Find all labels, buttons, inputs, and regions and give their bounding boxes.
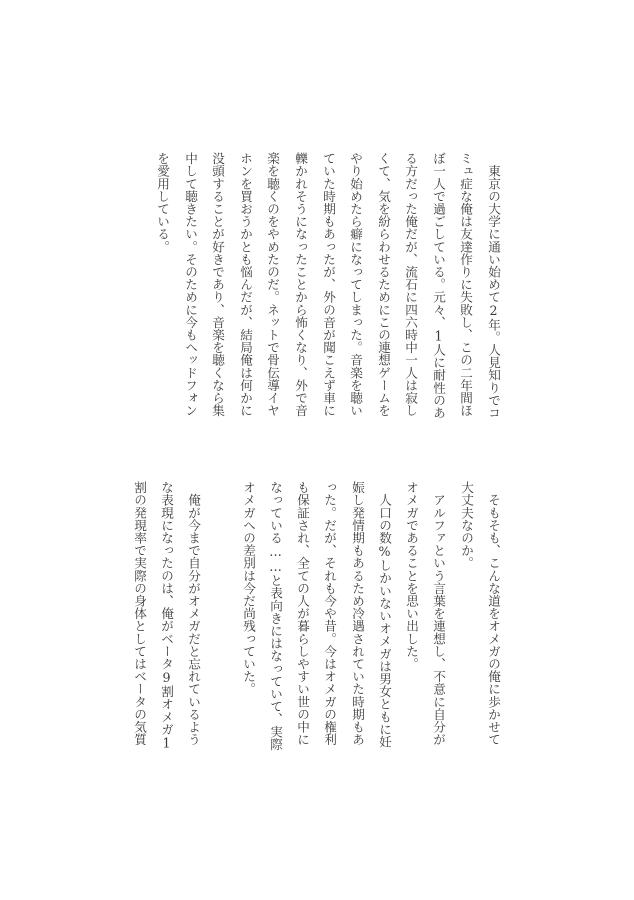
text-column: やり始めたら癖になってしまった。音楽を聴い <box>348 152 363 417</box>
text-column: 大丈夫なのか。 <box>459 481 474 570</box>
text-column: ぼ一人で過ごしている。元々、1人に耐性のあ <box>431 152 446 419</box>
text-column: 没頭することが好きであり、音楽を聴くなら集 <box>210 152 225 417</box>
blank-column <box>212 481 228 766</box>
text-column: 人口の数%しかいないオメガは男女ともに妊 <box>377 481 392 748</box>
text-column: ミュ症な俺は友達作りに失敗し、この二年間ほ <box>458 152 473 417</box>
text-column: そもそも、こんな道をオメガの俺に歩かせて <box>486 481 501 746</box>
text-column: を愛用している。 <box>155 152 170 253</box>
text-column: 割の発現率で実際の身体としてはベータの気質 <box>132 481 147 746</box>
text-column: くて、気を紛らわせるためにこの連想ゲームを <box>376 152 391 417</box>
text-column: オメガへの差別は今だ尚残っていた。 <box>241 481 256 696</box>
text-column: った。だが、それも今や昔。今はオメガの権利 <box>322 481 337 746</box>
text-column: ホンを買おうかとも悩んだが、結局俺は何かに <box>238 152 253 417</box>
text-column: る方だった俺だが、流石に四六時中一人は寂し <box>403 152 418 417</box>
text-column: な表現になったのは、俺がベータ9割オメガ1 <box>159 481 174 751</box>
text-column: 中して聴きたい。そのために今もヘッドフォン <box>183 152 198 417</box>
text-column: も保証され、全ての人が暮らしやすい世の中に <box>295 481 310 746</box>
text-column: 俺が今まで自分がオメガだと忘れているよう <box>186 481 201 746</box>
text-column: 東京の大学に通い始めて2年。人見知りでコ <box>486 152 501 419</box>
text-column: 娠し発情期もあるため冷遇されていた時期もあ <box>350 481 365 746</box>
text-column: 楽を聴くのをやめたのだ。ネットで骨伝導イヤ <box>265 152 280 417</box>
text-column: ていた時期もあったが、外の音が聞こえず車に <box>321 152 336 417</box>
text-column: 轢かれそうになったことから怖くなり、外で音 <box>293 152 308 417</box>
text-column: アルファという言葉を連想し、不意に自分が <box>431 481 446 746</box>
text-column: オメガであることを思い出した。 <box>404 481 419 670</box>
text-column: なっている……と表向きにはなっていて、実際 <box>268 481 283 751</box>
